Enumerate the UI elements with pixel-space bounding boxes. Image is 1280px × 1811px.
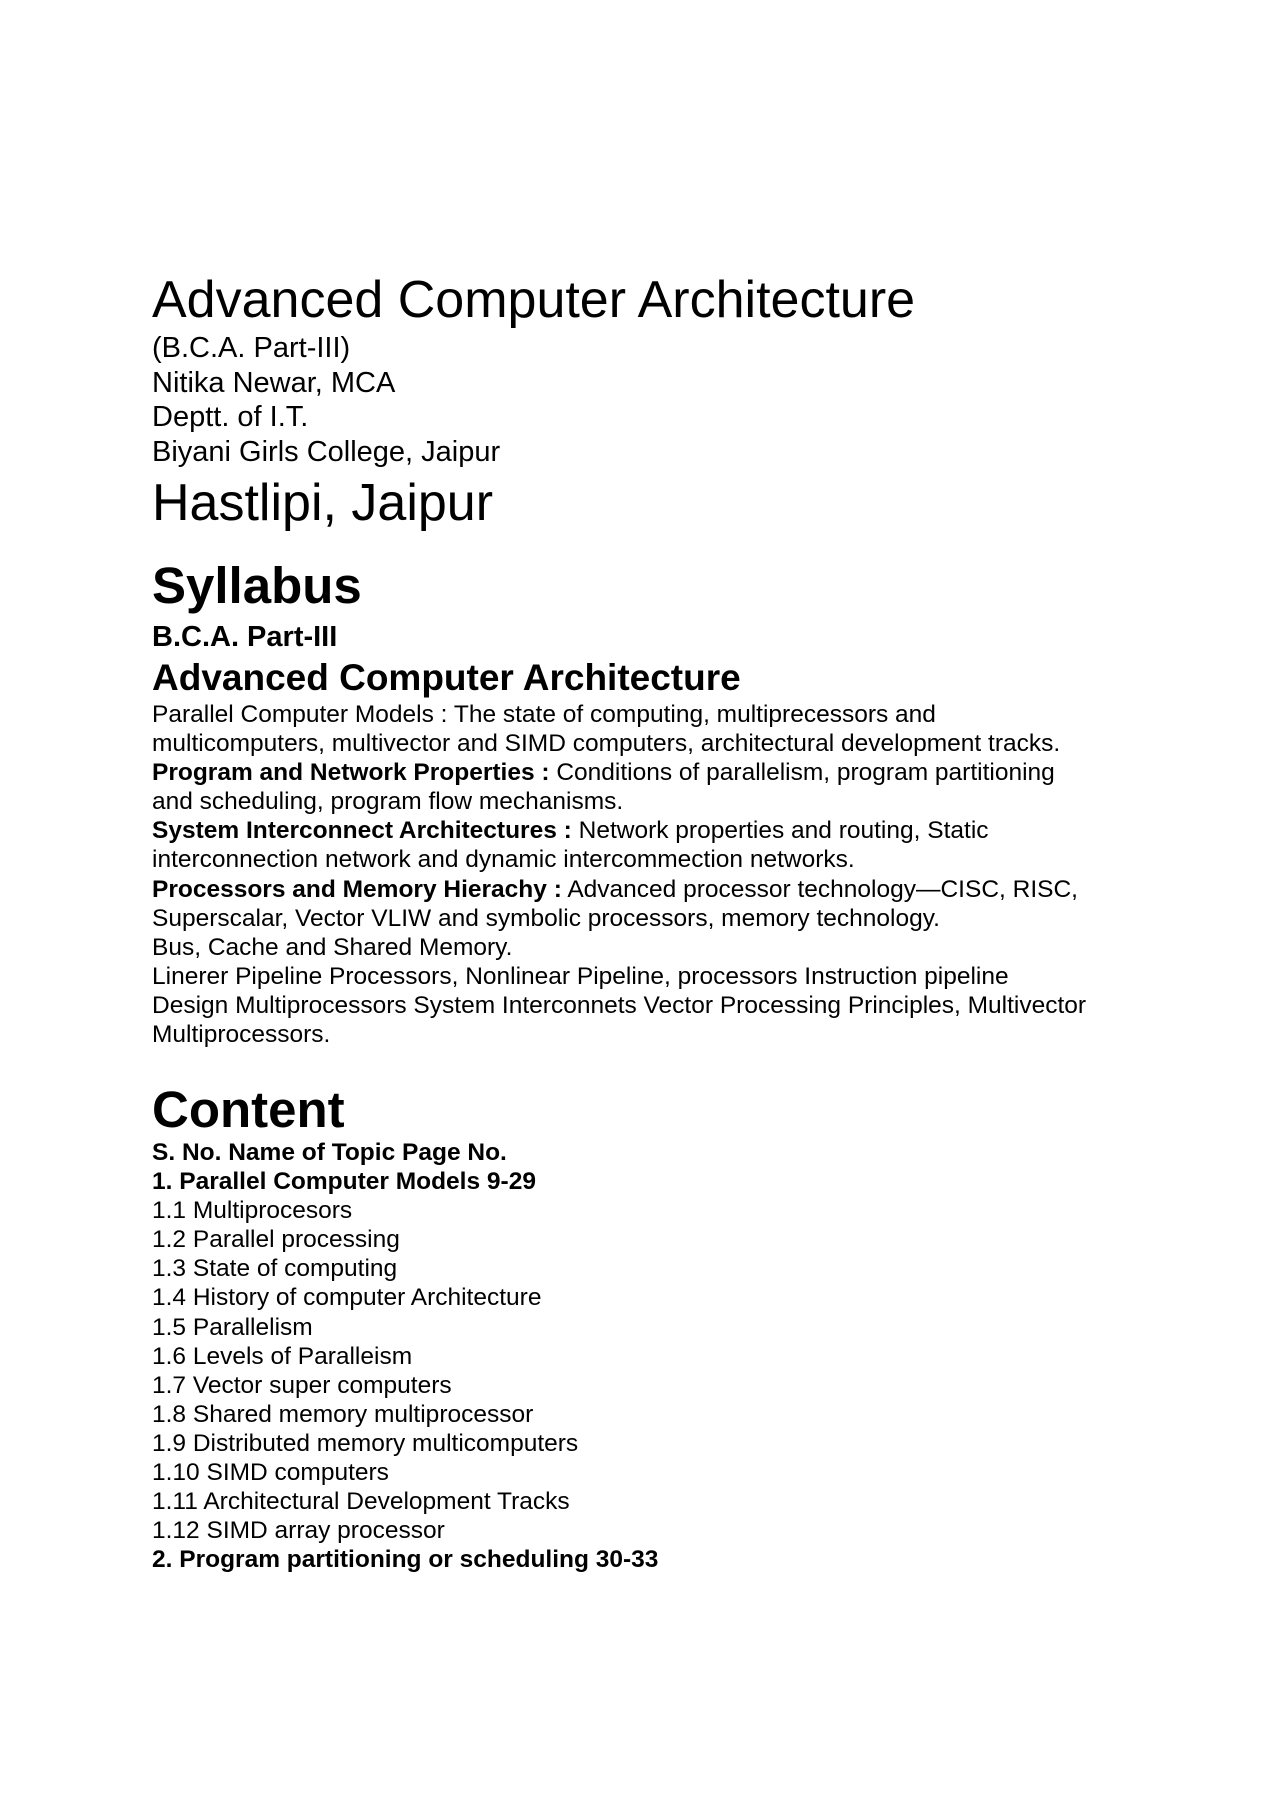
toc-chapter-1: 1. Parallel Computer Models 9-29 [152, 1168, 536, 1196]
publisher-name: Hastlipi, Jaipur [152, 474, 494, 532]
toc-item: 1.5 Parallelism [152, 1313, 313, 1341]
toc-item: 1.4 History of computer Architecture [152, 1284, 542, 1312]
toc-item: 1.6 Levels of Paralleism [152, 1342, 413, 1370]
toc-item: 1.9 Distributed memory multicomputers [152, 1429, 579, 1457]
syllabus-line: multicomputers, multivector and SIMD computers, architectural development tracks. [152, 730, 1061, 758]
syllabus-line: System Interconnect Architectures : Network properties and routing, Static [152, 817, 989, 845]
syllabus-line: interconnection network and dynamic intercommection networks. [152, 846, 855, 874]
toc-item: 1.1 Multiprocesors [152, 1197, 353, 1225]
course-label: (B.C.A. Part-III) [152, 332, 351, 364]
syllabus-line: and scheduling, program flow mechanisms. [152, 788, 624, 816]
content-heading: Content [152, 1081, 345, 1138]
syllabus-body [152, 700, 1152, 1049]
syllabus-line: Superscalar, Vector VLIW and symbolic processors, memory technology. [152, 904, 940, 932]
syllabus-line: Program and Network Properties : Conditions of parallelism, program partitioning [152, 759, 1055, 787]
syllabus-line: Processors and Memory Hierachy : Advanced processor technology—CISC, RISC, [152, 875, 1078, 903]
toc-item: 1.7 Vector super computers [152, 1371, 452, 1399]
toc-chapter-2: 2. Program partitioning or scheduling 30-33 [152, 1546, 659, 1574]
college-name: Biyani Girls College, Jaipur [152, 435, 501, 468]
toc-item: 1.10 SIMD computers [152, 1459, 389, 1487]
toc-item: 1.3 State of computing [152, 1255, 398, 1283]
department-name: Deptt. of I.T. [152, 401, 309, 433]
book-meta [152, 331, 1152, 469]
toc-item: 1.11 Architectural Development Tracks [152, 1488, 570, 1516]
syllabus-line: Linerer Pipeline Processors, Nonlinear Pipeline, processors Instruction pipeline [152, 962, 1009, 990]
syllabus-part: B.C.A. Part-III [152, 621, 338, 653]
book-title: Advanced Computer Architecture [152, 271, 916, 329]
syllabus-line: Multiprocessors. [152, 1021, 331, 1049]
toc-header-row: S. No. Name of Topic Page No. [152, 1139, 507, 1166]
syllabus-line: Design Multiprocessors System Interconnets Vector Processing Principles, Multivector [152, 991, 1087, 1019]
table-of-contents [152, 1138, 1152, 1574]
syllabus-line: Bus, Cache and Shared Memory. [152, 933, 513, 961]
syllabus-line: Parallel Computer Models : The state of computing, multiprecessors and [152, 701, 936, 728]
syllabus-course-title: Advanced Computer Architecture [152, 657, 741, 698]
toc-item: 1.12 SIMD array processor [152, 1517, 445, 1545]
toc-item: 1.8 Shared memory multiprocessor [152, 1400, 534, 1428]
toc-item: 1.2 Parallel processing [152, 1226, 400, 1254]
syllabus-heading: Syllabus [152, 557, 362, 614]
author-name: Nitika Newar, MCA [152, 366, 396, 399]
